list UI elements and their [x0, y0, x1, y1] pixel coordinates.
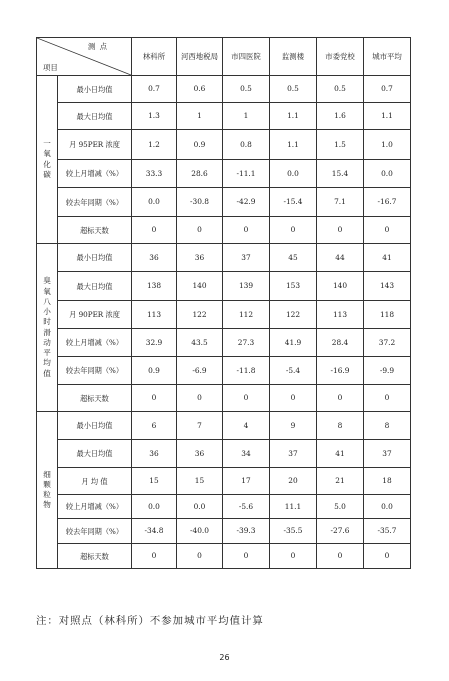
header-row — [37, 38, 411, 76]
value-cell: 36 — [132, 244, 177, 272]
value-cell: -15.4 — [270, 188, 317, 217]
air-quality-table — [36, 37, 411, 569]
value-cell: 34 — [223, 440, 270, 468]
value-cell: 28.4 — [317, 329, 364, 357]
value-cell: -16.7 — [364, 188, 411, 217]
value-cell: 0 — [270, 544, 317, 569]
table-row — [37, 385, 411, 412]
value-cell: 37 — [270, 440, 317, 468]
value-cell: 143 — [364, 272, 411, 301]
table-row — [37, 440, 411, 468]
value-cell: 0 — [317, 385, 364, 412]
value-cell: 0.6 — [177, 76, 223, 103]
row-label: 超标天数 — [58, 217, 132, 244]
station-header: 城市平均 — [364, 38, 411, 76]
value-cell: 8 — [317, 412, 364, 440]
value-cell: 5.0 — [317, 495, 364, 519]
value-cell: 4 — [223, 412, 270, 440]
value-cell: 0 — [177, 217, 223, 244]
table-row — [37, 544, 411, 569]
value-cell: 15 — [132, 468, 177, 495]
value-cell: 0.0 — [364, 495, 411, 519]
pollutant-name: 臭氧八小时滑动平均值 — [43, 276, 51, 378]
value-cell: 0 — [132, 385, 177, 412]
row-label: 最小日均值 — [58, 412, 132, 440]
value-cell: 0.8 — [223, 130, 270, 160]
value-cell: 7.1 — [317, 188, 364, 217]
value-cell: 0.9 — [132, 357, 177, 385]
value-cell: 7 — [177, 412, 223, 440]
row-label: 最大日均值 — [58, 103, 132, 130]
value-cell: 0 — [177, 385, 223, 412]
value-cell: 44 — [317, 244, 364, 272]
value-cell: 0.0 — [177, 495, 223, 519]
value-cell: 1.0 — [364, 130, 411, 160]
value-cell: -39.3 — [223, 519, 270, 544]
value-cell: 113 — [317, 301, 364, 329]
value-cell: -30.8 — [177, 188, 223, 217]
value-cell: 0 — [223, 217, 270, 244]
value-cell: -42.9 — [223, 188, 270, 217]
value-cell: 1.3 — [132, 103, 177, 130]
value-cell: -16.9 — [317, 357, 364, 385]
value-cell: 1.6 — [317, 103, 364, 130]
diag-header-stations: 测 点 — [87, 42, 108, 51]
value-cell: 28.6 — [177, 160, 223, 188]
value-cell: 37 — [364, 440, 411, 468]
value-cell: 0.9 — [177, 130, 223, 160]
table-row — [37, 412, 411, 440]
value-cell: -5.6 — [223, 495, 270, 519]
value-cell: 45 — [270, 244, 317, 272]
table-row — [37, 357, 411, 385]
diagonal-header-cell — [37, 38, 132, 76]
table-row — [37, 160, 411, 188]
value-cell: 36 — [177, 440, 223, 468]
row-label: 较去年同期（%） — [58, 519, 132, 544]
value-cell: 0.7 — [132, 76, 177, 103]
value-cell: 118 — [364, 301, 411, 329]
value-cell: 36 — [132, 440, 177, 468]
value-cell: -40.0 — [177, 519, 223, 544]
table-row — [37, 130, 411, 160]
row-label: 月 90PER 浓度 — [58, 301, 132, 329]
table-row — [37, 329, 411, 357]
pollutant-name: 细颗粒物 — [43, 469, 51, 510]
value-cell: 0 — [132, 217, 177, 244]
value-cell: -27.6 — [317, 519, 364, 544]
value-cell: 43.5 — [177, 329, 223, 357]
table-row — [37, 272, 411, 301]
diag-header-items: 项目 — [43, 62, 58, 72]
value-cell: 1.5 — [317, 130, 364, 160]
table-row — [37, 76, 411, 103]
row-label: 最大日均值 — [58, 440, 132, 468]
value-cell: 33.3 — [132, 160, 177, 188]
value-cell: 0.0 — [364, 160, 411, 188]
value-cell: 153 — [270, 272, 317, 301]
row-label: 月 均 值 — [58, 468, 132, 495]
station-header: 市四医院 — [223, 38, 270, 76]
pollutant-group-label — [37, 244, 58, 412]
footnote: 注：对照点（林科所）不参加城市平均值计算 — [36, 615, 264, 627]
table-row — [37, 468, 411, 495]
value-cell: 138 — [132, 272, 177, 301]
value-cell: 1.1 — [270, 103, 317, 130]
value-cell: -11.8 — [223, 357, 270, 385]
row-label: 超标天数 — [58, 385, 132, 412]
value-cell: 0.0 — [270, 160, 317, 188]
value-cell: -35.5 — [270, 519, 317, 544]
value-cell: 15 — [177, 468, 223, 495]
page-number: 26 — [219, 653, 230, 662]
value-cell: 139 — [223, 272, 270, 301]
row-label: 最小日均值 — [58, 76, 132, 103]
pollutant-group-label — [37, 76, 58, 244]
table-row — [37, 495, 411, 519]
table-row — [37, 103, 411, 130]
value-cell: 11.1 — [270, 495, 317, 519]
value-cell: 17 — [223, 468, 270, 495]
table-row — [37, 244, 411, 272]
row-label: 较去年同期（%） — [58, 188, 132, 217]
value-cell: 0 — [364, 385, 411, 412]
value-cell: 0.7 — [364, 76, 411, 103]
row-label: 较上月增减（%） — [58, 495, 132, 519]
row-label: 较去年同期（%） — [58, 357, 132, 385]
value-cell: 112 — [223, 301, 270, 329]
value-cell: 8 — [364, 412, 411, 440]
row-label: 较上月增减（%） — [58, 329, 132, 357]
table-row — [37, 217, 411, 244]
pollutant-group-label — [37, 412, 58, 569]
value-cell: 20 — [270, 468, 317, 495]
value-cell: 122 — [270, 301, 317, 329]
value-cell: 41.9 — [270, 329, 317, 357]
value-cell: 0.0 — [132, 495, 177, 519]
station-header: 河西地税局 — [177, 38, 223, 76]
value-cell: 1.1 — [270, 130, 317, 160]
value-cell: 1.1 — [364, 103, 411, 130]
value-cell: 0.5 — [317, 76, 364, 103]
value-cell: 0 — [317, 544, 364, 569]
value-cell: 122 — [177, 301, 223, 329]
value-cell: 0 — [270, 385, 317, 412]
value-cell: 140 — [317, 272, 364, 301]
value-cell: 37 — [223, 244, 270, 272]
value-cell: 140 — [177, 272, 223, 301]
value-cell: 1 — [177, 103, 223, 130]
value-cell: -11.1 — [223, 160, 270, 188]
value-cell: 9 — [270, 412, 317, 440]
value-cell: 0.0 — [132, 188, 177, 217]
row-label: 超标天数 — [58, 544, 132, 569]
value-cell: -5.4 — [270, 357, 317, 385]
value-cell: 113 — [132, 301, 177, 329]
value-cell: 0 — [364, 217, 411, 244]
station-header: 监测楼 — [270, 38, 317, 76]
value-cell: 0 — [223, 544, 270, 569]
value-cell: 1.2 — [132, 130, 177, 160]
pollutant-name: 一氧化碳 — [43, 139, 51, 179]
value-cell: 0 — [132, 544, 177, 569]
value-cell: 0.5 — [270, 76, 317, 103]
value-cell: 1 — [223, 103, 270, 130]
table-row — [37, 188, 411, 217]
table-row — [37, 519, 411, 544]
station-header: 市委党校 — [317, 38, 364, 76]
value-cell: 27.3 — [223, 329, 270, 357]
value-cell: 41 — [364, 244, 411, 272]
value-cell: 0 — [364, 544, 411, 569]
station-header: 林科所 — [132, 38, 177, 76]
value-cell: 0 — [317, 217, 364, 244]
value-cell: 36 — [177, 244, 223, 272]
value-cell: -35.7 — [364, 519, 411, 544]
value-cell: -9.9 — [364, 357, 411, 385]
value-cell: 6 — [132, 412, 177, 440]
value-cell: 41 — [317, 440, 364, 468]
value-cell: 37.2 — [364, 329, 411, 357]
value-cell: 18 — [364, 468, 411, 495]
table-row — [37, 301, 411, 329]
value-cell: 0.5 — [223, 76, 270, 103]
value-cell: 0 — [270, 217, 317, 244]
value-cell: 0 — [177, 544, 223, 569]
row-label: 最小日均值 — [58, 244, 132, 272]
value-cell: -6.9 — [177, 357, 223, 385]
value-cell: -34.8 — [132, 519, 177, 544]
value-cell: 21 — [317, 468, 364, 495]
value-cell: 0 — [223, 385, 270, 412]
row-label: 较上月增减（%） — [58, 160, 132, 188]
value-cell: 15.4 — [317, 160, 364, 188]
value-cell: 32.9 — [132, 329, 177, 357]
row-label: 最大日均值 — [58, 272, 132, 301]
row-label: 月 95PER 浓度 — [58, 130, 132, 160]
